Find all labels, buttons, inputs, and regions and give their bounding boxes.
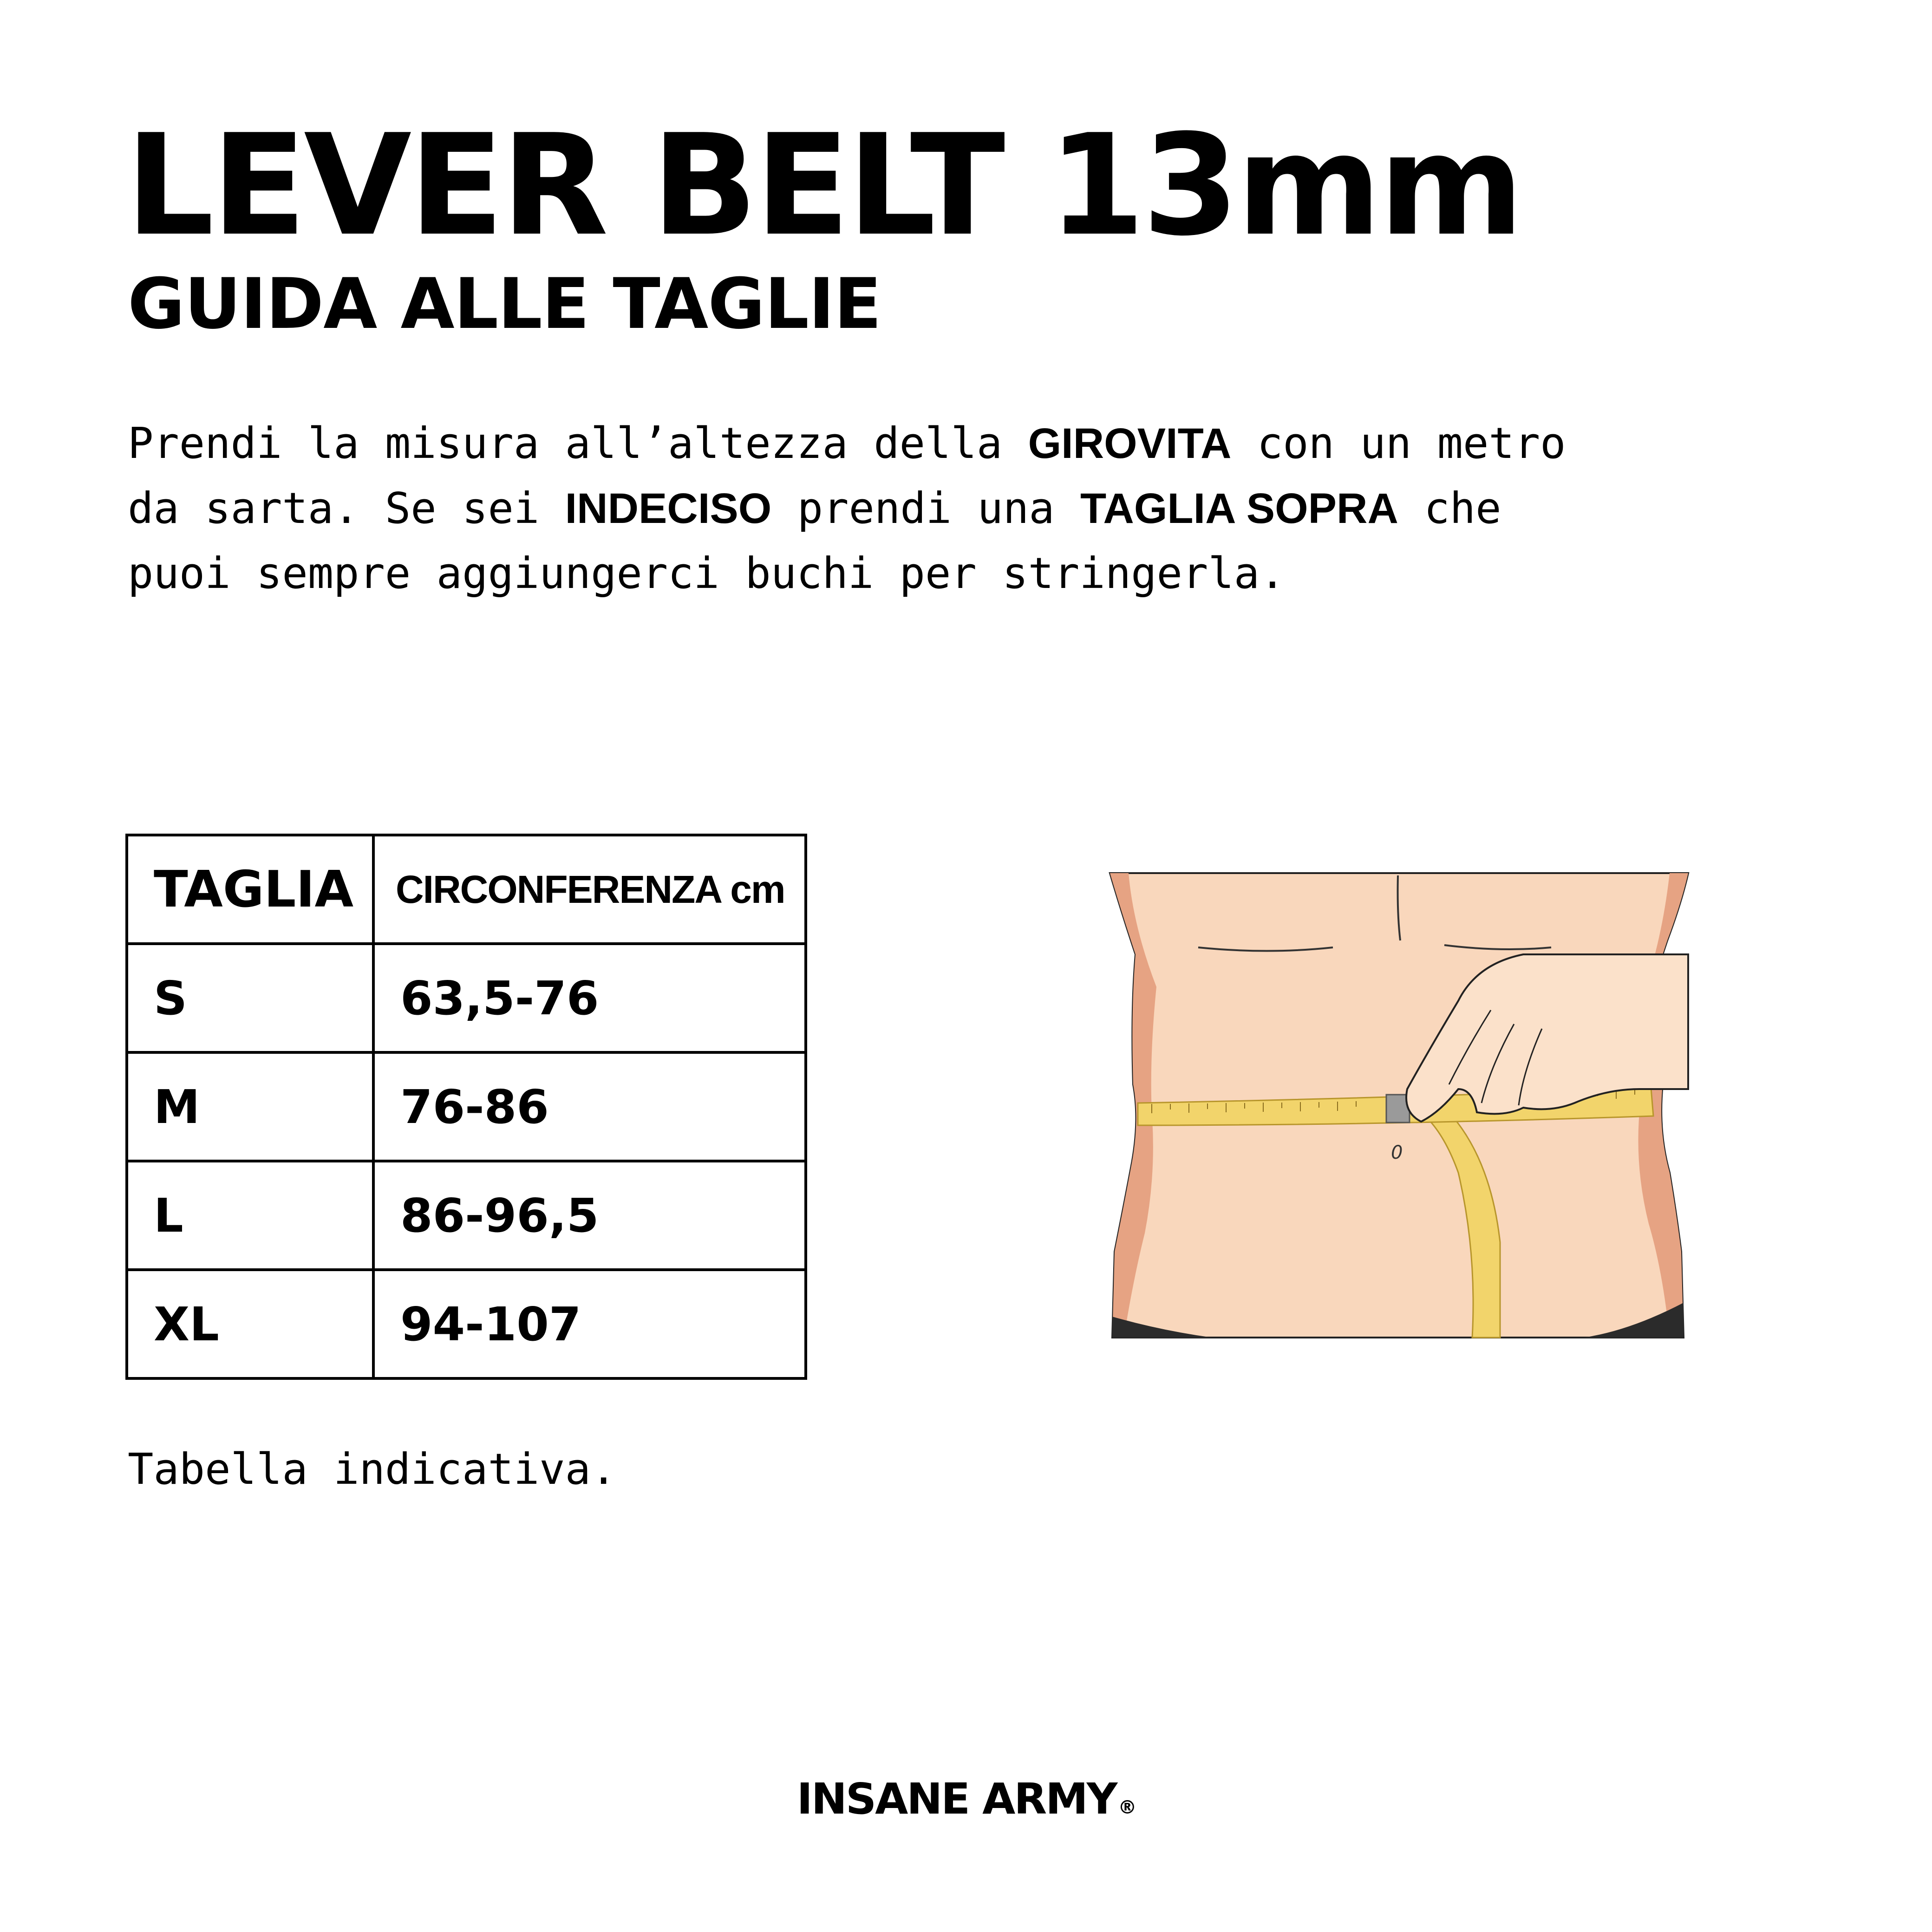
waist-measurement-illustration bbox=[1105, 871, 1690, 1340]
brand-logo bbox=[0, 1774, 1932, 1824]
table-row bbox=[127, 944, 806, 1052]
intro-line-2 bbox=[128, 476, 1846, 541]
intro-text-segment: prendi una bbox=[771, 483, 1081, 533]
table-header-row bbox=[127, 835, 806, 944]
size-cell: S bbox=[127, 944, 373, 1052]
tape-zero-label: 0 bbox=[1391, 1142, 1403, 1163]
size-table bbox=[125, 834, 807, 1380]
column-header-size: TAGLIA bbox=[127, 835, 373, 944]
size-cell: L bbox=[127, 1161, 373, 1270]
range-cell: 94-107 bbox=[373, 1270, 806, 1378]
range-cell: 76-86 bbox=[373, 1052, 806, 1161]
table-row bbox=[127, 1161, 806, 1270]
intro-line-1 bbox=[128, 411, 1846, 476]
intro-highlight-indeciso: INDECISO bbox=[565, 485, 772, 532]
brand-name: INSANE ARMY bbox=[796, 1774, 1116, 1824]
intro-text-segment: con un metro bbox=[1231, 418, 1566, 468]
registered-mark: ® bbox=[1118, 1797, 1136, 1818]
intro-text-segment: Prendi la misura all’altezza della bbox=[128, 418, 1028, 468]
page-title: LEVER BELT 13mm bbox=[125, 104, 1521, 267]
size-cell: M bbox=[127, 1052, 373, 1161]
range-cell: 63,5-76 bbox=[373, 944, 806, 1052]
intro-highlight-girovita: GIROVITA bbox=[1028, 420, 1232, 467]
column-header-circumference: CIRCONFERENZA cm bbox=[373, 835, 806, 944]
range-cell: 86-96,5 bbox=[373, 1161, 806, 1270]
size-cell: XL bbox=[127, 1270, 373, 1378]
page-subtitle: GUIDA ALLE TAGLIE bbox=[128, 264, 881, 345]
table-row bbox=[127, 1270, 806, 1378]
intro-text bbox=[128, 411, 1846, 606]
table-row bbox=[127, 1052, 806, 1161]
intro-highlight-taglia-sopra: TAGLIA SOPRA bbox=[1080, 485, 1398, 532]
intro-text-segment: da sarta. Se sei bbox=[128, 483, 565, 533]
intro-line-3: puoi sempre aggiungerci buchi per stringerla. bbox=[128, 548, 1286, 598]
intro-text-segment: che bbox=[1398, 483, 1501, 533]
table-note: Tabella indicativa. bbox=[128, 1444, 617, 1494]
